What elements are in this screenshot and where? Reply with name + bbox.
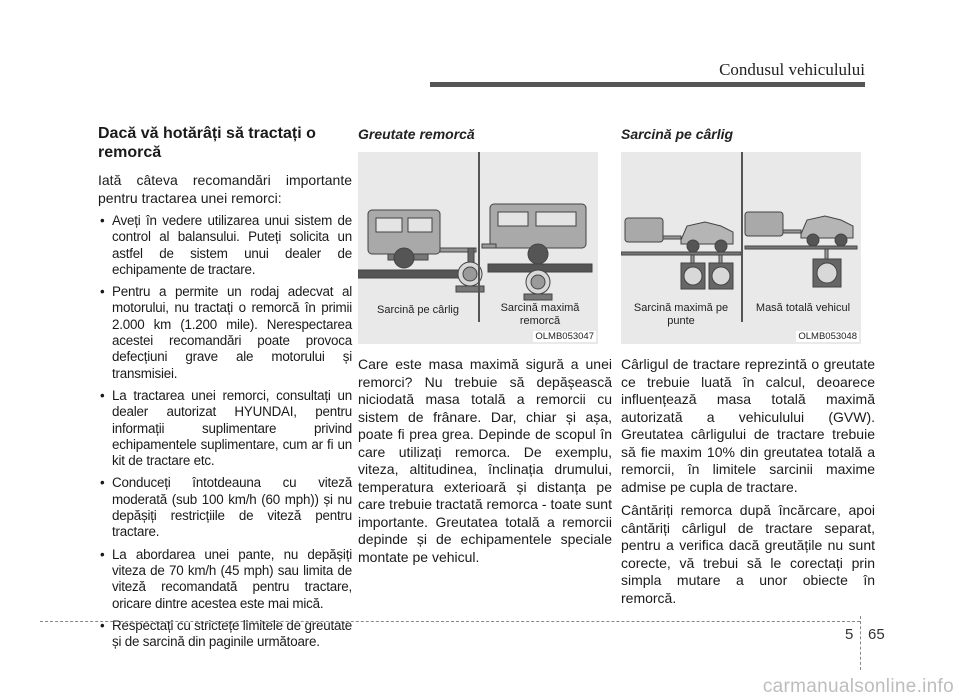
list-item: • La tractarea unei remorci, consultați un dealer autorizat HYUNDAI, pentru informații suplimentare privind echipamentele suplimentare, cum ar fi un kit de tractare etc. — [98, 388, 352, 469]
tongue-load-paragraph-1: Cârligul de tractare reprezintă o greutate ce trebuie luată în calcul, deoarece influențează masa totală maximă autorizată a vehiculului (GVW). Greutatea cârligului de tractare trebuie să fie maxim 10% din greutatea totală a remorcii, în limitele sarcinii maxime admise pe cupla de tractare. — [621, 356, 875, 495]
section-heading-trailer-weight: Greutate remorcă — [358, 126, 475, 142]
column-1 — [98, 124, 352, 656]
figure-code: OLMB053047 — [535, 331, 594, 342]
caption-gvw: Masă totală vehicul — [755, 302, 851, 314]
list-item: • La abordarea unei pante, nu depășiți viteza de 70 km/h (45 mph) sau limita de viteză recomandată pentru tractare, oricare dintre acestea este mai mică. — [98, 547, 352, 612]
trailer-weight-figure — [358, 152, 598, 344]
section-heading-trailer: Dacă vă hotărâți să tractați o remorcă — [98, 125, 316, 161]
figure-divider — [478, 152, 480, 322]
figure-code: OLMB053048 — [798, 331, 857, 342]
list-item: • Respectați cu strictețe limitele de greutate și de sarcină din paginile următoare. — [98, 618, 352, 651]
watermark: carmanualsonline.info — [762, 676, 954, 697]
caption-max-trailer-load: Sarcină maximă remorcă — [500, 302, 580, 327]
chapter-number: 5 — [845, 626, 854, 643]
running-header: Condusul vehiculului — [719, 60, 865, 79]
footer-rule — [40, 621, 860, 622]
list-item: • Conduceți întotdeauna cu viteză moderată (sub 100 km/h (60 mph)) și nu depășiți restricțiile de viteză pentru tractare. — [98, 475, 352, 540]
list-item: • Aveți în vedere utilizarea unui sistem de control al balansului. Puteți solicita un astfel de sistem unui dealer de echipamente de tractare. — [98, 213, 352, 278]
figure-divider — [741, 152, 743, 322]
column-3 — [621, 124, 875, 613]
tongue-load-figure — [621, 152, 861, 344]
recommendations-list — [98, 213, 352, 650]
caption-max-axle-load: Sarcină maximă pe punte — [633, 302, 729, 327]
list-item: • Pentru a permite un rodaj adecvat al motorului, nu tractați o remorcă în primii 2.000 km (1.200 mile). Nerespectarea acestei recomandări poate provoca defecțiuni grave ale motorului și transmisiei. — [98, 284, 352, 382]
column-2 — [358, 124, 612, 572]
page-number: 65 — [868, 626, 885, 643]
page-number-separator — [860, 616, 861, 670]
tongue-load-paragraph-2: Cântăriți remorca după încărcare, apoi cântăriți cârligul de tractare separat, pentru a verifica dacă greutățile nu sunt corecte, vă trebui să le corectați prin simpla mutare a unor obiecte în remorcă. — [621, 502, 875, 606]
intro-paragraph: Iată câteva recomandări importante pentru tractarea unei remorci: — [98, 172, 352, 206]
header-rule — [430, 82, 865, 87]
trailer-weight-paragraph: Care este masa maximă sigură a unei remorci? Nu trebuie să depășească niciodată masa totală a remorcii cu sistem de frânare. Dar, chiar și așa, poate fi prea grea. Depinde de scopul în care utilizați remorca. De exemplu, viteza, altitudinea, înclinația drumului, temperatura exterioară și distanța pe care trebuie tractată remorca - toate sunt importante. Greutatea totală a remorcii depinde și de echipamentele speciale montate pe vehicul. — [358, 356, 612, 565]
section-heading-tongue-load: Sarcină pe cârlig — [621, 126, 734, 142]
caption-tongue-load: Sarcină pe cârlig — [377, 304, 459, 316]
